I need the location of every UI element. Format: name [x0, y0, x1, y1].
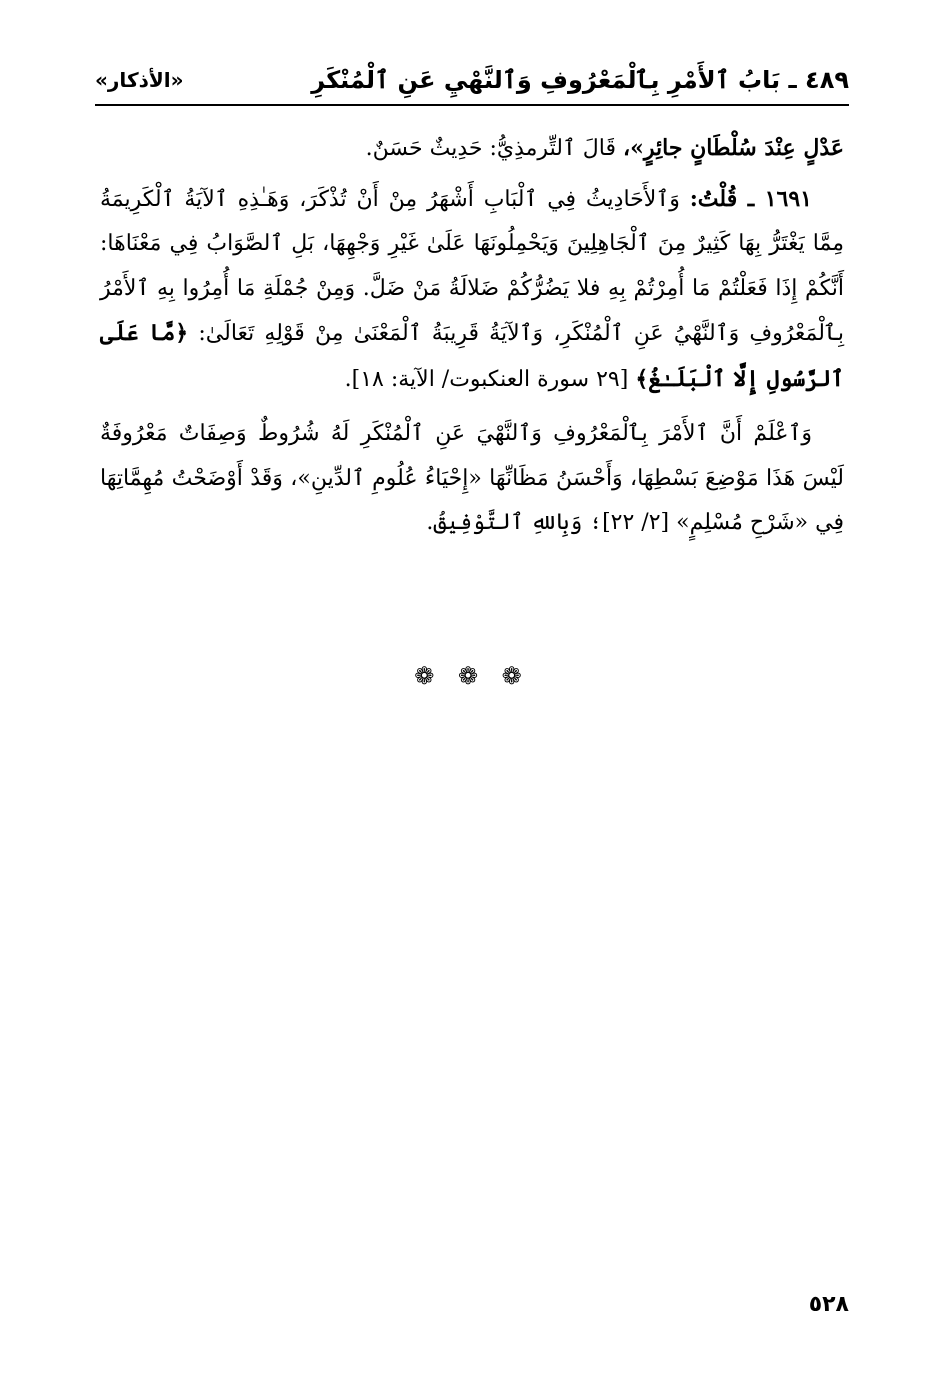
- paragraph-conditions: [100, 412, 844, 546]
- hadith-ending-text: عَدْلٍ عِنْدَ سُلْطَانٍ جائِرٍ»،: [623, 135, 844, 161]
- chapter-title: ٤٨٩ ـ بَابُ ٱلأَمْرِ بِٱلْمَعْرُوفِ وَٱلنَّهْيِ عَنِ ٱلْمُنْكَرِ: [311, 66, 849, 94]
- conditions-text: وَٱعْلَمْ أَنَّ ٱلأَمْرَ بِٱلْمَعْرُوفِ وَٱلنَّهْيَ عَنِ ٱلْمُنْكَرِ لَهُ شُرُوطٌ وَصِفَاتٌ مَعْرُوفَةٌ لَيْسَ هَذَا مَوْضِعَ بَسْطِهَا، وَأَحْسَنُ مَظَانِّهَا «إِحْيَاءُ عُلُومِ ٱلدِّينِ»، وَقَدْ أَوْضَحْتُ مُهِمَّاتِهَا فِي «شَرْحِ مُسْلِمٍ» [٢/ ٢٢]؛ وَبِاللهِ ٱلتَّوْفِيقُ.: [100, 421, 844, 535]
- tirmidhi-grading: قَالَ ٱلتِّرمذِيُّ: حَدِيثٌ حَسَنٌ.: [365, 136, 623, 161]
- main-text: [100, 126, 844, 546]
- paragraph-hadith-end: [100, 126, 844, 172]
- verse-reference: [٢٩ سورة العنكبوت/ الآية: ١٨].: [344, 366, 636, 392]
- page-number: ٥٢٨: [808, 1292, 849, 1317]
- commentary-text: وَٱلأَحَادِيثُ فِي ٱلْبَابِ أَشْهَرُ مِنْ أَنْ تُذْكَرَ، وَهَـٰذِهِ ٱلآيَةُ ٱلْكَرِيمَةُ مِمَّا يَغْتَرُّ بِهَا كَثِيرٌ مِنَ ٱلْجَاهِلِينَ وَيَحْمِلُونَهَا عَلَىٰ غَيْرِ وَجْهِهَا، بَلِ ٱلصَّوَابُ فِي مَعْنَاهَا: أَنَّكُمْ إِذَا فَعَلْتُمْ مَا أُمِرْتُمْ بِهِ فلا يَضُرُّكُمْ ضَلالَةُ مَنْ ضَلَّ. وَمِنْ جُمْلَةِ مَا أُمِرُوا بِهِ ٱلأَمْرُ بِٱلْمَعْرُوفِ وَٱلنَّهْيُ عَنِ ٱلْمُنْكَرِ، وَٱلآيَةُ قَرِيبَةُ ٱلْمَعْنَىٰ مِنْ قَوْلِهِ تَعَالَىٰ:: [100, 186, 844, 346]
- book-title: «الأذكار»: [95, 68, 184, 92]
- entry-number-label: ١٦٩١ ـ قُلْتُ:: [689, 185, 812, 212]
- section-end-ornament-icon: ❁ ❁ ❁: [414, 662, 530, 690]
- header-divider: [95, 104, 849, 106]
- quran-verse: ﴿مَّا عَلَى ٱلرَّسُولِ إِلَّا ٱلْبَلَـٰغُ﴾: [100, 320, 844, 392]
- running-header: [95, 58, 849, 102]
- paragraph-1691: [100, 177, 844, 403]
